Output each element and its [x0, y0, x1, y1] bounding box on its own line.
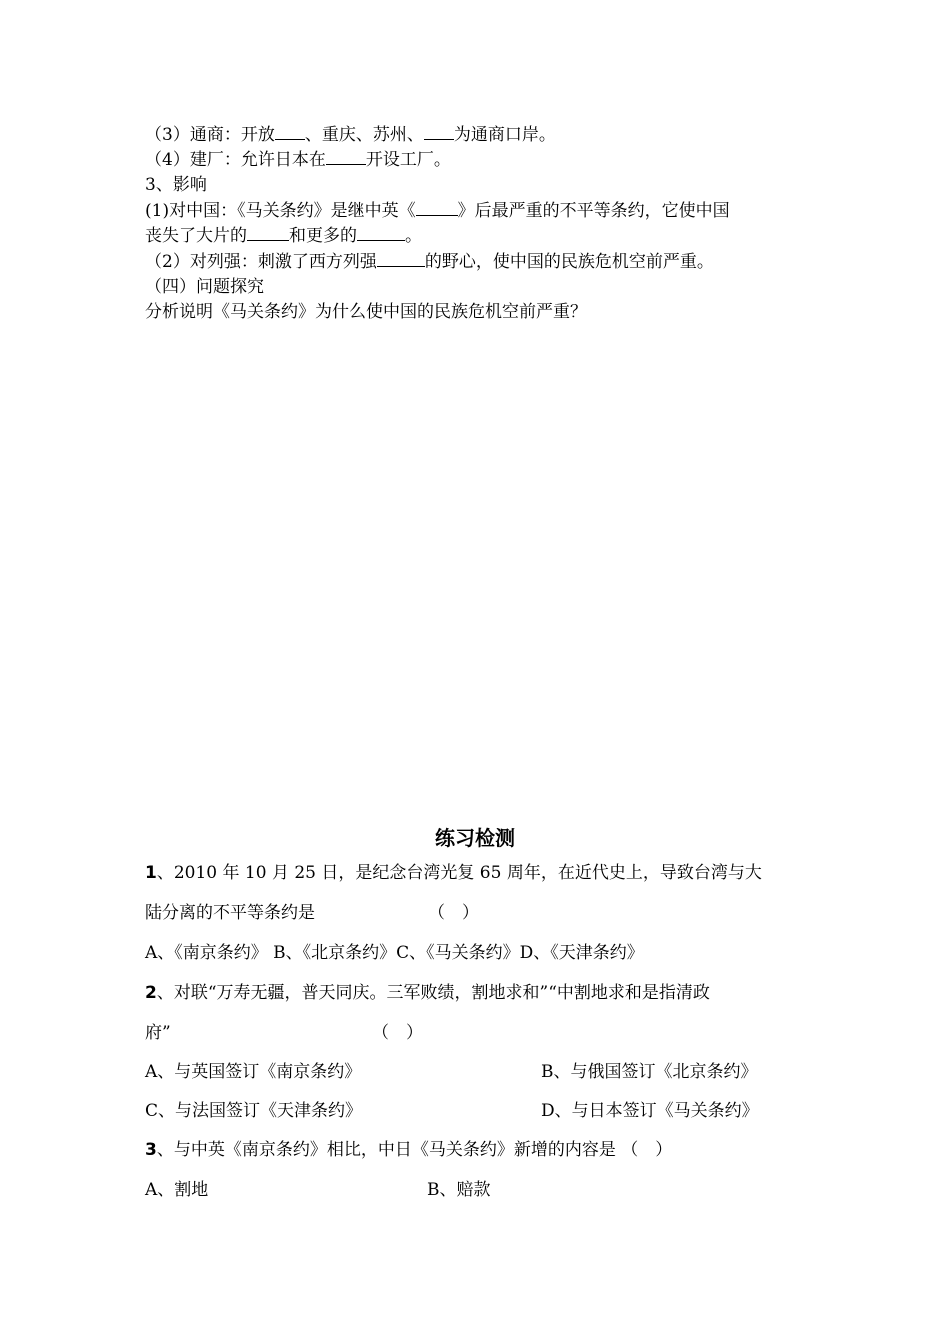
- question-number: 2: [145, 983, 157, 1003]
- item3-line: （3）通商：开放 、重庆、苏州、 为通商口岸。: [145, 125, 556, 145]
- fill-blank: [326, 148, 366, 165]
- q2-line2: 府”: [145, 1023, 171, 1043]
- impact1-line2: 丧失了大片的 和更多的 。: [145, 226, 422, 246]
- impact2-line: （2）对列强：刺激了西方列强 的野心，使中国的民族危机空前严重。: [145, 252, 714, 272]
- fill-blank: [247, 224, 289, 241]
- q1-answer-paren: （ ）: [428, 903, 479, 923]
- explore-question: 分析说明《马关条约》为什么使中国的民族危机空前严重？: [145, 302, 587, 322]
- q3-option-a: A、割地: [145, 1180, 209, 1200]
- q2-option-c: C、与法国签订《天津条约》: [145, 1101, 363, 1121]
- q1-line1: 1、2010 年 10 月 25 日，是纪念台湾光复 65 周年，在近代史上，导致台湾与大: [145, 863, 762, 883]
- q2-option-a: A、与英国签订《南京条约》: [145, 1062, 362, 1082]
- q2-option-b: B、与俄国签订《北京条约》: [541, 1062, 758, 1082]
- impact1-line1: (1)对中国：《马关条约》是继中英《 》后最严重的不平等条约，它使中国: [145, 201, 730, 221]
- q3-option-b: B、赔款: [427, 1180, 491, 1200]
- heading-explore: （四）问题探究: [145, 277, 264, 297]
- q2-answer-paren: （ ）: [372, 1023, 423, 1043]
- question-number: 1: [145, 863, 157, 883]
- fill-blank: [357, 224, 405, 241]
- fill-blank: [424, 123, 454, 140]
- q2-line1: 2、对联“万寿无疆，普天同庆。三军败绩，割地求和”“中割地求和是指清政: [145, 983, 710, 1003]
- section-title: 练习检测: [435, 826, 515, 850]
- question-number: 3: [145, 1140, 157, 1160]
- q2-option-d: D、与日本签订《马关条约》: [541, 1101, 759, 1121]
- heading-impact: 3、影响: [145, 175, 207, 195]
- q3-line1: 3、与中英《南京条约》相比，中日《马关条约》新增的内容是 （ ）: [145, 1140, 673, 1160]
- item4-line: （4）建厂：允许日本在 开设工厂。: [145, 150, 451, 170]
- fill-blank: [416, 199, 458, 216]
- q1-line2: 陆分离的不平等条约是: [145, 903, 315, 923]
- q1-options: A、《南京条约》 B、《北京条约》C、《马关条约》D、《天津条约》: [145, 943, 644, 963]
- fill-blank: [377, 250, 425, 267]
- fill-blank: [275, 123, 305, 140]
